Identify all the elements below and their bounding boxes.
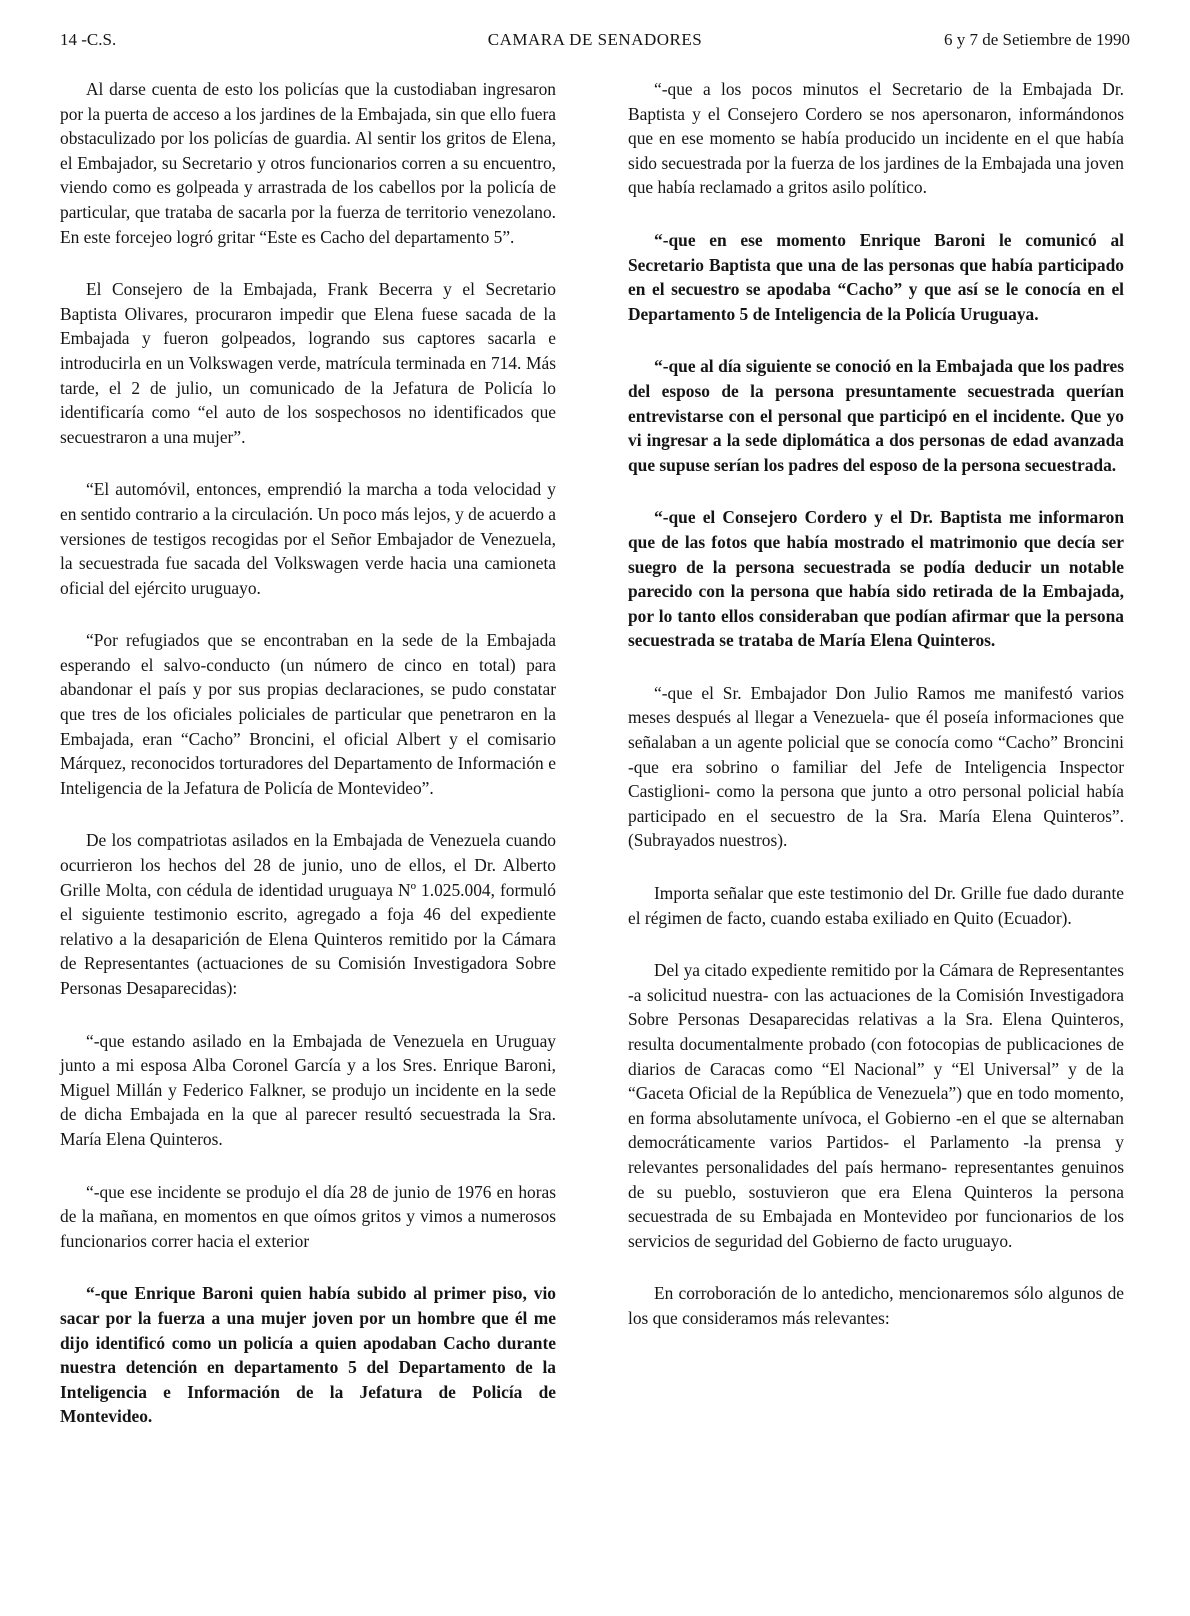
paragraph: De los compatriotas asilados en la Embajada de Venezuela cuando ocurrieron los hechos del 28 de junio, uno de ellos, el Dr. Alberto Grille Molta, con cédula de identidad uruguaya Nº 1.025.004, formuló el siguiente testimonio escrito, agregado a foja 46 del expediente relativo a la desaparición de Elena Quinteros remitido por la Cámara de Representantes (actuaciones de su Comisión Investigadora Sobre Personas Desaparecidas):	[60, 830, 556, 998]
paragraph: Al darse cuenta de esto los policías que la custodiaban ingresaron por la puerta de acceso a los jardines de la Embajada, sin que ello fuera obstaculizado por los policías de guardia. Al sentir los gritos de Elena, el Embajador, su Secretario y otros funcionarios corren a su encuentro, viendo como es golpeada y arrastrada de los cabellos por la policía de particular, que trataba de sacarla por la fuerza de territorio venezolano. En este forcejeo logró gritar “Este es Cacho del departamento 5”.	[60, 79, 556, 247]
emphasized-testimony-paragraph: “-que en ese momento Enrique Baroni le comunicó al Secretario Baptista que una de las personas que había participado en el secuestro se apodaba “Cacho” y que así se le conocía en el Departamento 5 de Inteligencia de la Policía Uruguaya.	[628, 229, 1124, 324]
right-column	[628, 77, 1124, 1359]
paragraph: El Consejero de la Embajada, Frank Becerra y el Secretario Baptista Olivares, procuraron impedir que Elena fuese sacada de la Embajada y fueron golpeados, logrando sus captores sacarla e introducirla en un Volkswagen verde, matrícula terminada en 714. Más tarde, el 2 de julio, un comunicado de la Jefatura de Policía lo identificaría como “el auto de los sospechosos no identificados que secuestraron a una mujer”.	[60, 279, 556, 447]
left-column	[60, 77, 556, 1457]
paragraph: “Por refugiados que se encontraban en la sede de la Embajada esperando el salvo-conducto (un número de cinco en total) para abandonar el país y por sus propias declaraciones, se pudo constatar que tres de los oficiales policiales de particular que penetraron en la Embajada, eran “Cacho” Broncini, el oficial Albert y el comisario Márquez, reconocidos torturadores del Departamento de Información e Inteligencia de la Jefatura de Policía de Montevideo”.	[60, 630, 556, 798]
testimony-paragraph: “-que estando asilado en la Embajada de Venezuela en Uruguay junto a mi esposa Alba Coronel García y a los Sres. Enrique Baroni, Miguel Millán y Federico Falkner, se produjo un incidente en la sede de dicha Embajada en la que al parecer resultó secuestrada la Sra. María Elena Quinteros.	[60, 1030, 556, 1149]
paragraph: Importa señalar que este testimonio del Dr. Grille fue dado durante el régimen de facto, cuando estaba exiliado en Quito (Ecuador).	[628, 883, 1124, 928]
emphasized-testimony-paragraph: “-que al día siguiente se conoció en la Embajada que los padres del esposo de la persona presuntamente secuestrada querían entrevistarse con el personal que participó en el incidente. Que yo vi ingresar a la sede diplomática a dos personas de edad avanzada que supuse serían los padres del esposo de la persona secuestrada.	[628, 356, 1124, 475]
testimony-paragraph: “-que ese incidente se produjo el día 28 de junio de 1976 en horas de la mañana, en momentos en que oímos gritos y vimos a numerosos funcionarios correr hacia el exterior	[60, 1181, 556, 1251]
paragraph: Del ya citado expediente remitido por la Cámara de Representantes -a solicitud nuestra- con las actuaciones de la Comisión Investigadora Sobre Personas Desaparecidas relativas a la Sra. Elena Quinteros, resulta documentalmente probado (con fotocopias de publicaciones de diarios de Caracas como “El Nacional” y “El Universal” y de la “Gaceta Oficial de la República de Venezuela”) que en todo momento, en forma absolutamente unívoca, el Gobierno -en el que se alternaban democráticamente varios Partidos- el Parlamento -la prensa y relevantes personalidades del país hermano- representantes genuinos de su pueblo, sostuvieron que era Elena Quinteros la persona secuestrada de su Embajada en Montevideo por funcionarios de los servicios de seguridad del Gobierno de facto uruguayo.	[628, 960, 1124, 1251]
paragraph: “El automóvil, entonces, emprendió la marcha a toda velocidad y en sentido contrario a la circulación. Un poco más lejos, y de acuerdo a versiones de testigos recogidas por el Señor Embajador de Venezuela, la secuestrada fue sacada del Volkswagen verde hacia una camioneta oficial del ejército uruguayo.	[60, 479, 556, 598]
emphasized-testimony-paragraph: “-que el Consejero Cordero y el Dr. Baptista me informaron que de las fotos que había mostrado el matrimonio que decía ser suegro de la persona secuestrada se podía deducir un notable parecido con la persona que había sido retirada de la Embajada, por lo tanto ellos consideraban que podían afirmar que la persona secuestrada se trataba de María Elena Quinteros.	[628, 507, 1124, 651]
session-date: 6 y 7 de Setiembre de 1990	[943, 30, 1130, 49]
page-number: 14 -C.S.	[60, 30, 117, 49]
testimony-paragraph: “-que el Sr. Embajador Don Julio Ramos me manifestó varios meses después al llegar a Venezuela- que él poseía informaciones que señalaban a un agente policial que se conocía como “Cacho” Broncini -que era sobrino o familiar del Jefe de Inteligencia Inspector Castiglioni- como la persona que junto a otro personal policial había participado en el secuestro de la Sra. María Elena Quinteros”. (Subrayados nuestros).	[628, 682, 1124, 851]
emphasized-testimony-paragraph: “-que Enrique Baroni quien había subido al primer piso, vio sacar por la fuerza a una mujer joven por un hombre que él me dijo identificó como un policía a quien apodaban Cacho durante nuestra detención en departamento 5 del Departamento de la Inteligencia e Información de la Jefatura de Policía de Montevideo.	[60, 1283, 556, 1427]
page-header	[60, 30, 1130, 54]
page-title: CAMARA DE SENADORES	[487, 30, 703, 49]
testimony-paragraph: “-que a los pocos minutos el Secretario de la Embajada Dr. Baptista y el Consejero Cordero se nos apersonaron, informándonos que en ese momento se había producido un incidente en el que había sido secuestrada por la fuerza de los jardines de la Embajada una joven que había reclamado a gritos asilo político.	[628, 79, 1124, 198]
paragraph: En corroboración de lo antedicho, mencionaremos sólo algunos de los que consideramos más relevantes:	[628, 1283, 1124, 1328]
